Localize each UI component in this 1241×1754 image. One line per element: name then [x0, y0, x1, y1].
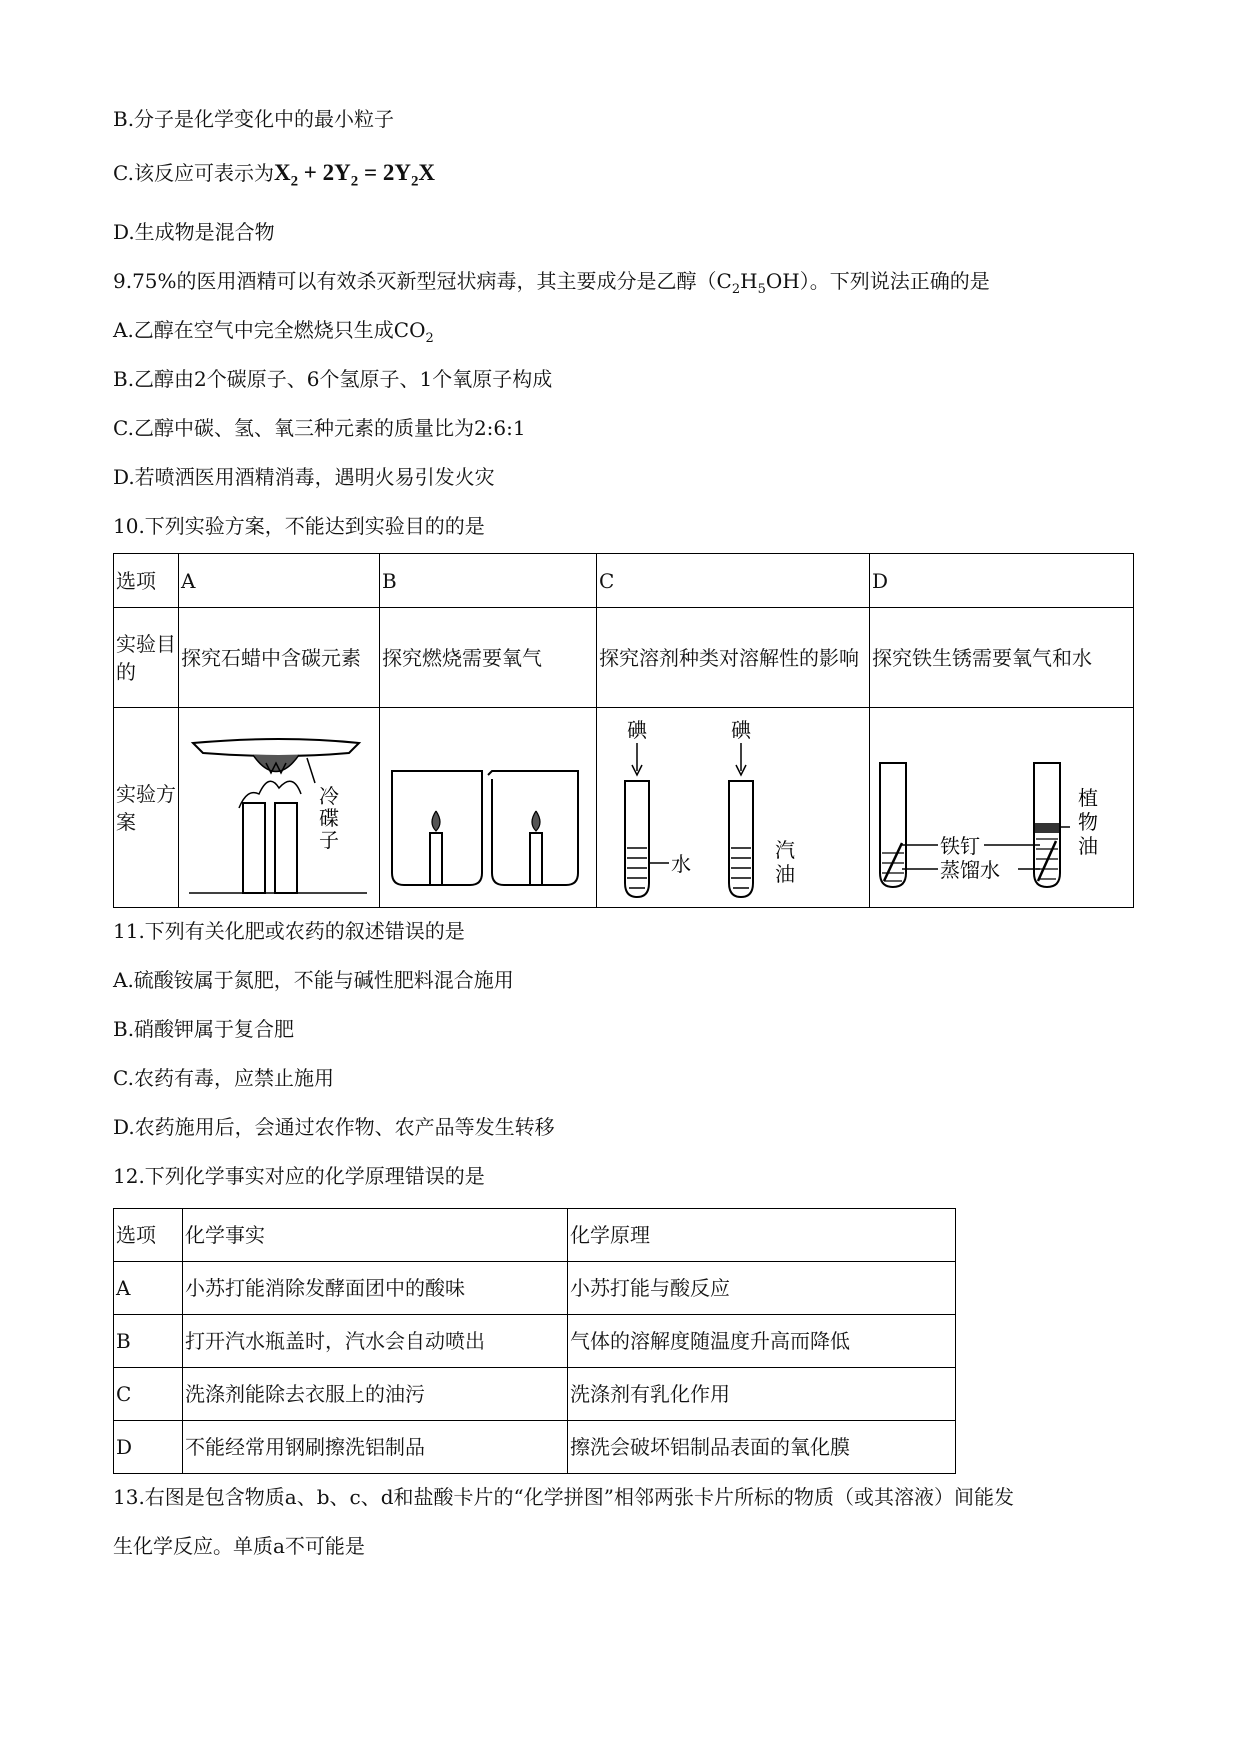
q11-option-a: A.硫酸铵属于氮肥，不能与碱性肥料混合施用 [113, 968, 514, 992]
q12-table [113, 1208, 956, 1474]
q9-option-a: A.乙醇在空气中完全燃烧只生成$CO_2$ [113, 318, 434, 346]
table-row [114, 1262, 956, 1315]
label-iron-nail: 铁钉 [940, 833, 980, 858]
q10-figure-c [597, 708, 870, 908]
q8-option-c-text: C.该反应可表示为 [113, 161, 274, 185]
q10-purpose-d: 探究铁生锈需要氧气和水 [870, 608, 1134, 708]
q12-cell: 洗涤剂有乳化作用 [568, 1368, 956, 1421]
q8-equation: $X_2 + 2Y_2 = 2Y_2X$ [273, 160, 436, 190]
q8-option-d: D.生成物是混合物 [113, 220, 275, 244]
q10-header-c: C [597, 554, 870, 608]
q10-figure-a [179, 708, 380, 908]
q11-option-d: D.农药施用后，会通过农作物、农产品等发生转移 [113, 1115, 555, 1139]
label-distilled-water: 蒸馏水 [940, 857, 1000, 882]
q8-option-b: B.分子是化学变化中的最小粒子 [113, 107, 395, 131]
q10-header-d: D [870, 554, 1134, 608]
q12-cell: 打开汽水瓶盖时，汽水会自动喷出 [183, 1315, 568, 1368]
q12-cell: 洗涤剂能除去衣服上的油污 [183, 1368, 568, 1421]
q12-cell: 小苏打能消除发酵面团中的酸味 [183, 1262, 568, 1315]
q12-cell: D [114, 1421, 183, 1474]
table-row [114, 1368, 956, 1421]
candles-beakers-diagram [382, 713, 590, 903]
q9-stem: 9.75%的医用酒精可以有效杀灭新型冠状病毒，其主要成分是乙醇$(C_2H_5OH)$。下列说法正确的是 [113, 269, 990, 297]
q10-stem: 10.下列实验方案，不能达到实验目的的是 [113, 514, 485, 538]
iron-rust-diagram [872, 713, 1130, 903]
label-cold-plate-2: 碟 [319, 805, 339, 830]
q12-header-principle: 化学原理 [568, 1209, 956, 1262]
q11-option-c: C.农药有毒，应禁止施用 [113, 1066, 334, 1090]
q12-cell: 小苏打能与酸反应 [568, 1262, 956, 1315]
q12-cell: 擦洗会破坏铝制品表面的氧化膜 [568, 1421, 956, 1474]
label-water: 水 [671, 851, 691, 876]
q12-stem: 12.下列化学事实对应的化学原理错误的是 [113, 1164, 485, 1188]
q11-stem: 11.下列有关化肥或农药的叙述错误的是 [113, 919, 465, 943]
label-plant-oil-2: 物 [1078, 809, 1098, 834]
q9-option-c: C.乙醇中碳、氢、氧三种元素的质量比为2:6:1 [113, 416, 526, 440]
q10-header-b: B [380, 554, 597, 608]
q13-stem-line2: 生化学反应。单质a不可能是 [113, 1534, 365, 1558]
q10-header-a: A [179, 554, 380, 608]
q12-cell: 气体的溶解度随温度升高而降低 [568, 1315, 956, 1368]
q10-table [113, 553, 1134, 908]
candle-cold-plate-diagram [181, 713, 373, 903]
q12-cell: A [114, 1262, 183, 1315]
q12-cell: 不能经常用钢刷擦洗铝制品 [183, 1421, 568, 1474]
q12-cell: C [114, 1368, 183, 1421]
q9-option-d: D.若喷洒医用酒精消毒，遇明火易引发火灾 [113, 465, 495, 489]
q8-option-c [113, 160, 435, 195]
label-cold-plate-3: 子 [319, 827, 339, 852]
q10-figure-b [380, 708, 597, 908]
q10-purpose-label: 实验目的 [114, 608, 179, 708]
label-iodine-2: 碘 [731, 717, 751, 742]
q10-figure-d [870, 708, 1134, 908]
table-row [114, 1315, 956, 1368]
q10-purpose-b: 探究燃烧需要氧气 [380, 608, 597, 708]
iodine-solvents-diagram [599, 713, 863, 903]
q10-header-option: 选项 [114, 554, 179, 608]
q10-purpose-a: 探究石蜡中含碳元素 [179, 608, 380, 708]
label-plant-oil-3: 油 [1078, 833, 1098, 858]
q12-header-option: 选项 [114, 1209, 183, 1262]
q12-cell: B [114, 1315, 183, 1368]
label-iodine-1: 碘 [627, 717, 647, 742]
q10-purpose-c: 探究溶剂种类对溶解性的影响 [597, 608, 870, 708]
label-plant-oil-1: 植 [1078, 785, 1098, 810]
q11-option-b: B.硝酸钾属于复合肥 [113, 1017, 295, 1041]
label-gasoline-2: 油 [775, 861, 795, 886]
q9-option-b: B.乙醇由2个碳原子、6个氢原子、1个氧原子构成 [113, 367, 553, 391]
label-gasoline-1: 汽 [775, 837, 795, 862]
q10-plan-label: 实验方案 [114, 708, 179, 908]
q12-header-fact: 化学事实 [183, 1209, 568, 1262]
table-row [114, 1421, 956, 1474]
label-cold-plate-1: 冷 [319, 783, 339, 808]
q13-stem-line1: 13.右图是包含物质a、b、c、d和盐酸卡片的“化学拼图”相邻两张卡片所标的物质（或其溶液）间能发 [113, 1485, 1014, 1509]
